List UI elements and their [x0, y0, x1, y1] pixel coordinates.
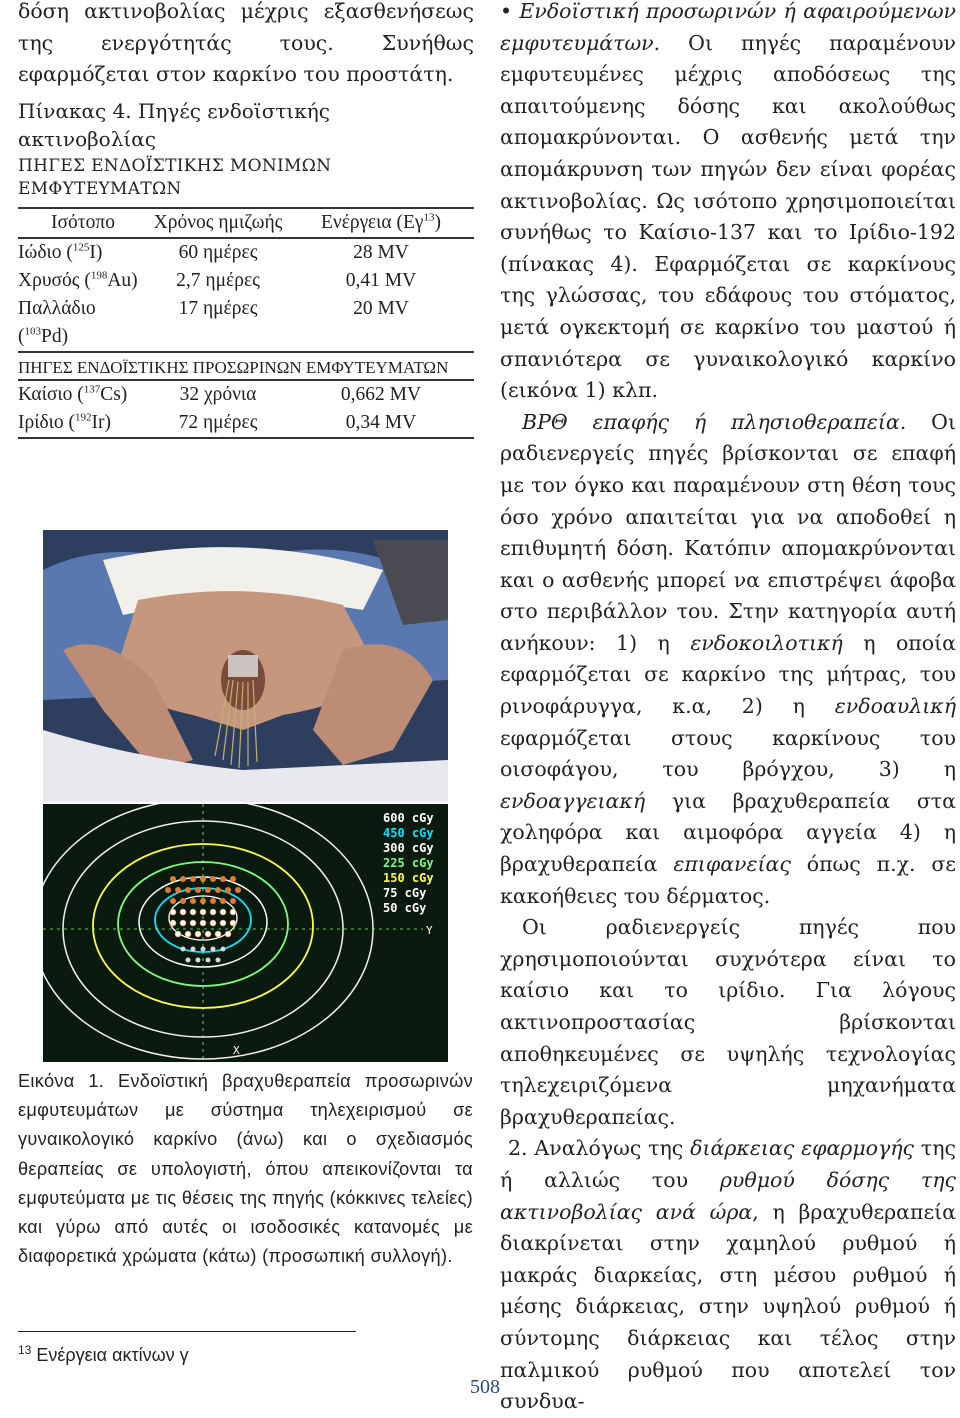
- halflife-cell: 60 ημέρες: [178, 241, 258, 263]
- sources-table: [18, 207, 474, 439]
- halflife-cell: 72 ημέρες: [148, 409, 288, 438]
- isodose-plan: [43, 804, 448, 1062]
- isotope-cell: Ιρίδιο ($^{192}$Ir): [18, 409, 148, 438]
- isodose-legend-label: 75 cGy: [383, 886, 427, 900]
- isotope-cell: Χρυσός ($^{198}$Au): [18, 269, 138, 291]
- table-row: [18, 238, 474, 267]
- isotope-cell: Ιώδιο ($^{125}$I): [18, 241, 103, 263]
- footnote-text: Ενέργεια ακτίνων γ: [36, 1345, 189, 1365]
- col-halflife-header: Χρόνος ημιζωής: [148, 208, 288, 238]
- section-temporary-heading: ΠΗΓΕΣ ΕΝΔΟΪΣΤΙΚΗΣ ΠΡΟΣΩΡΙΝΩΝ ΕΜΦΥΤΕΥΜΑΤΩΝ: [18, 352, 474, 380]
- table-row: [18, 267, 474, 295]
- isotope-cell: Παλλάδιο ($^{103}$Pd): [18, 295, 148, 352]
- patient-photo-illustration: [43, 530, 448, 802]
- intro-paragraph: δόση ακτινοβολίας μέχρις εξασθενήσεως της ενεργότητάς τους. Συνήθως εφαρμόζεται στον καρκίνο του προστάτη.: [18, 0, 474, 87]
- table-row: [18, 380, 474, 409]
- footnote-number: 13: [18, 1343, 32, 1357]
- energy-cell: 0,34 MV: [288, 409, 474, 438]
- bullet-icon: •: [500, 0, 520, 23]
- energy-cell: 28 MV: [353, 241, 409, 263]
- footnote-rule: [18, 1331, 356, 1332]
- isodose-legend-label: 50 cGy: [383, 901, 427, 915]
- svg-text:X: X: [233, 1044, 240, 1057]
- section-temporary-row: [18, 352, 474, 380]
- col-isotope-header: Ισότοπο: [18, 208, 148, 238]
- isodose-legend-label: 150 cGy: [383, 871, 434, 885]
- section-permanent-heading: ΠΗΓΕΣ ΕΝΔΟΪΣΤΙΚΗΣ ΜΟΝΙΜΩΝ ΕΜΦΥΤΕΥΜΑΤΩΝ: [18, 155, 332, 199]
- isodose-legend-label: 300 cGy: [383, 841, 434, 855]
- figure-1: [43, 530, 448, 1062]
- right-column: [500, 0, 956, 1418]
- figure-caption: Εικόνα 1. Ενδοϊστική βραχυθεραπεία προσωρινών εμφυτευμάτων με σύστημα τηλεχειρισμού σε γυναικολογικό καρκίνο (άνω) και ο σχεδιασμός θεραπείας σε υπολογιστή, όπου απεικονίζονται τα εμφυτεύματα με τις θέσεις της πηγής (κόκκινες τελείες) και γύρω από αυτές οι ισοδοσικές κατανομές με διαφορετικά χρώματα (κάτω) (προσωπική συλλογή).: [18, 1071, 473, 1267]
- halflife-cell: 32 χρόνια: [179, 383, 257, 405]
- brachytherapy-photo: [43, 530, 448, 802]
- left-column: [18, 0, 474, 439]
- isodose-legend-label: 450 cGy: [383, 826, 434, 840]
- page-number: 508: [470, 1376, 500, 1398]
- treatment-plan-screen: [43, 804, 448, 1062]
- dose-rate-paragraph: 2. Αναλόγως της διάρκειας εφαρμογής της ή αλλιώς του ρυθμού δόσης της ακτινοβολίας ανά ώρα, η βραχυθεραπεία διακρίνεται στην χαμηλού ρυθμού ή μακράς διαρκείας, στη μέσου ρυθμού ή μέσης διάρκειας, στην υψηλού ρυθμού ή σύντομης διάρκειας και τέλος στην παλμικού ρυθμού που αποτελεί τον συνδυα-: [500, 1136, 957, 1414]
- table-title: Πίνακας 4. Πηγές ενδοϊστικής ακτινοβολίας: [18, 98, 330, 151]
- table-row: [18, 295, 474, 352]
- energy-cell: 0,662 MV: [340, 383, 422, 405]
- halflife-cell: 2,7 ημέρες: [176, 269, 260, 291]
- energy-cell: 20 MV: [288, 295, 474, 352]
- col-energy-header: Ενέργεια $(E\gamma^{13})$: [288, 208, 474, 238]
- temporary-implants-paragraph: • Ενδοϊστική προσωρινών ή αφαιρούμενων εμφυτευμάτων. Οι πηγές παραμένουν εμφυτευμένες μέχρις αποδόσεως της απαιτούμενης δόσης και ακολούθως απομακρύνονται. Ο ασθενής μετά την απομάκρυνση των πηγών δεν είναι φορέας ακτινοβολίας. Ως ισότοπο χρησιμοποιείται συνήθως το Καίσιο-137 και το Ιρίδιο-192 (πίνακας 4). Εφαρμόζεται σε καρκίνους της γλώσσας, του εδάφους του στόματος, μετά ογκεκτομή σε καρκίνο του μαστού ή σπανιότερα σε γυναικολογικό καρκίνο (εικόνα 1) κλπ.: [500, 0, 956, 403]
- table-header-row: [18, 208, 474, 238]
- footnote: [18, 1345, 189, 1366]
- halflife-cell: 17 ημέρες: [148, 295, 288, 352]
- table-row: [18, 409, 474, 438]
- isotope-cell: Καίσιο ($^{137}$Cs): [18, 383, 128, 405]
- contact-therapy-paragraph: ΒΡΘ επαφής ή πλησιοθεραπεία. Οι ραδιενεργείς πηγές βρίσκονται σε επαφή με τον όγκο και παραμένουν στη θέση τους όσο χρόνο απαιτείται για να αποδοθεί η επιθυμητή δόση. Κατόπιν απομακρύνονται και ο ασθενής μπορεί να επιστρέψει άφοβα στο περιβάλλον του. Στην κατηγορία αυτή ανήκουν: 1) η ενδοκοιλοτική η οποία εφαρμόζεται σε καρκίνο της μήτρας, του ρινοφάρυγγα, κ.α, 2) η ενδοαυλική εφαρμόζεται στους καρκίνους του οισοφάγου, του βρόγχου, 3) η ενδοαγγειακή για βραχυθεραπεία στα χοληφόρα και αιμοφόρα αγγεία 4) η βραχυθεραπεία επιφανείας όπως π.χ. σε κακοήθειες του δέρματος.: [500, 409, 956, 908]
- svg-text:Y: Y: [426, 924, 433, 937]
- sources-storage-paragraph: Οι ραδιενεργείς πηγές που χρησιμοποιούνται συχνότερα είναι το καίσιο και το ιρίδιο. Για λόγους ακτινοπροστασίας βρίσκονται αποθηκευμένες σε υψηλής τεχνολογίας τηλεχειριζόμενα μηχανήματα βραχυθεραπείας.: [500, 915, 956, 1129]
- isodose-legend-label: 600 cGy: [383, 811, 434, 825]
- energy-cell: 0,41 MV: [345, 269, 417, 291]
- isodose-legend-label: 225 cGy: [383, 856, 434, 870]
